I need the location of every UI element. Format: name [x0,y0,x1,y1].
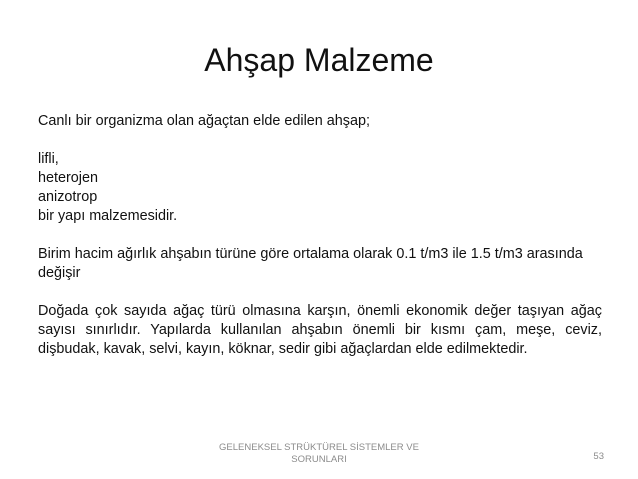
density-text: Birim hacim ağırlık ahşabın türüne göre ortalama olarak 0.1 t/m3 ile 1.5 t/m3 arasında değişir [38,246,583,281]
slide-title: Ahşap Malzeme [204,42,434,78]
species-text: Doğada çok sayıda ağaç türü olmasına karşın, önemli ekonomik değer taşıyan ağaç sayısı sınırlıdır. Yapılarda kullanılan ahşabın önemli bir kısmı çam, meşe, ceviz, dişbudak, kavak, selvi, kayın, köknar, sedir gibi ağaçlardan elde edilmektedir. [38,303,602,357]
property-list [38,150,602,226]
property-item: lifli, [38,151,59,167]
page-number: 53 [593,451,604,462]
slide-body [38,112,602,359]
property-item: bir yapı malzemesidir. [38,208,178,224]
intro-text: Canlı bir organizma olan ağaçtan elde edilen ahşap; [38,113,371,129]
property-item: heterojen [38,170,99,186]
footer-course-name: GELENEKSEL STRÜKTÜREL SİSTEMLER VE SORUNLARI [219,442,419,465]
property-item: anizotrop [38,189,98,205]
